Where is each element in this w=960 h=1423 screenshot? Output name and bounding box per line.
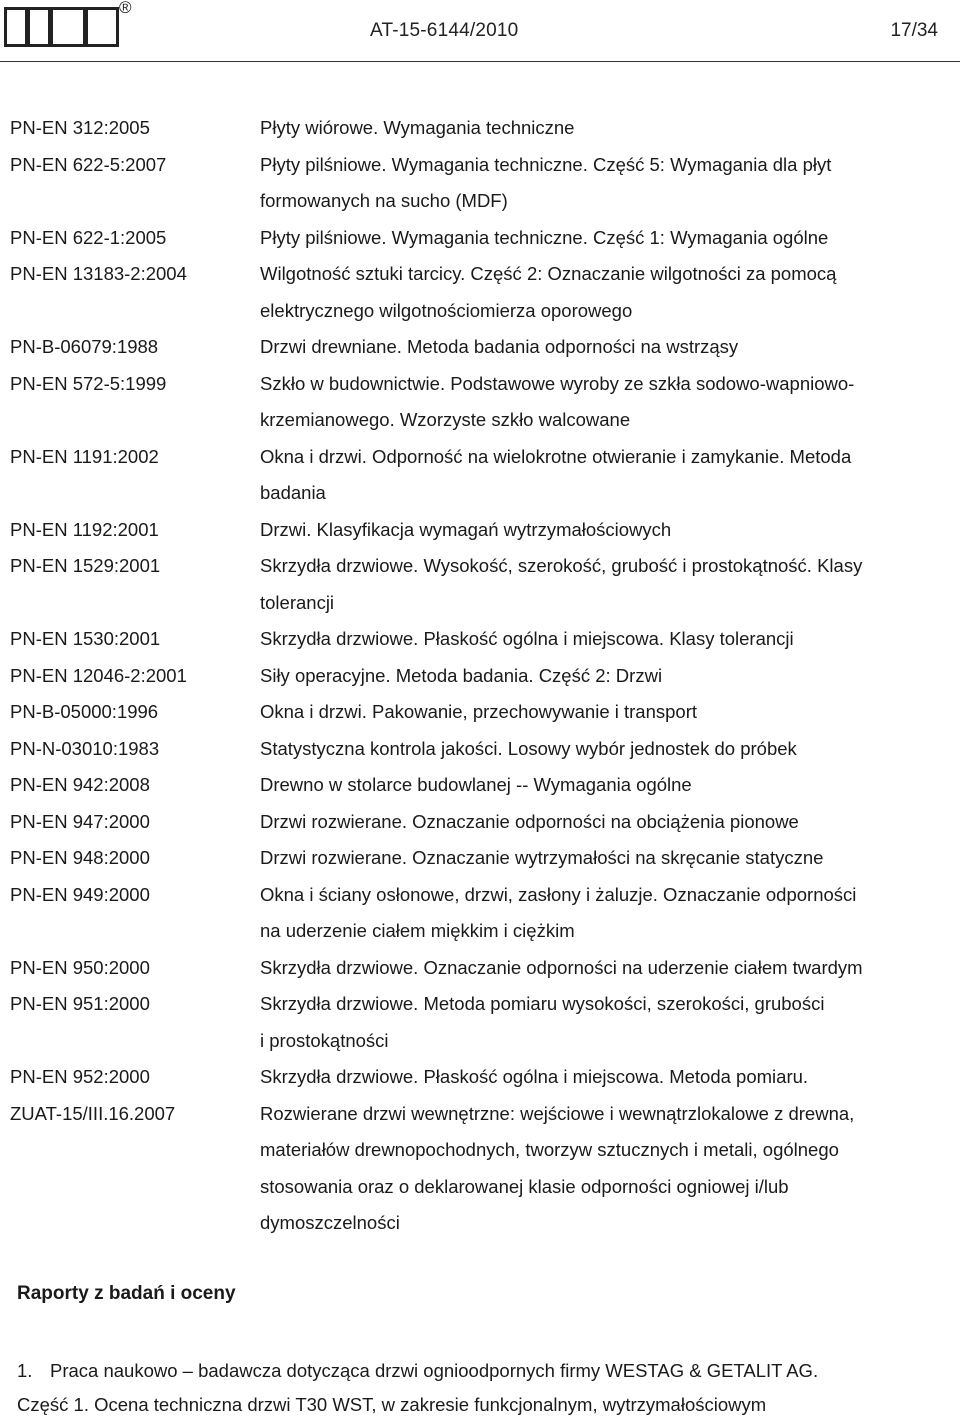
- reference-code: [10, 1023, 260, 1060]
- registered-mark: ®: [119, 0, 132, 17]
- document-id: AT-15-6144/2010: [370, 20, 519, 41]
- reference-title: Płyty pilśniowe. Wymagania techniczne. Część 5: Wymagania dla płyt: [260, 153, 832, 175]
- reference-code: PN-B-06079:1988: [10, 336, 159, 357]
- report-text-line: Praca naukowo – badawcza dotycząca drzwi ognioodpornych firmy WESTAG & GETALIT AG.: [50, 1360, 819, 1381]
- reference-title: Rozwierane drzwi wewnętrzne: wejściowe i wewnątrzlokalowe z drewna,: [260, 1102, 855, 1124]
- reference-code: PN-EN 942:2008: [10, 774, 150, 795]
- header-rule: [0, 61, 960, 62]
- reference-title: badania: [260, 482, 326, 503]
- reference-code: PN-EN 951:2000: [10, 993, 150, 1014]
- reference-row: [10, 1059, 960, 1096]
- reference-title: elektrycznego wilgotnościomierza oporowego: [260, 299, 633, 321]
- reference-list: [10, 110, 960, 1242]
- reference-title: tolerancji: [260, 591, 335, 613]
- page-header: [0, 0, 960, 62]
- reference-row: [10, 293, 960, 330]
- reference-code: PN-EN 1529:2001: [10, 555, 161, 576]
- reference-code: [10, 293, 260, 330]
- reference-code: PN-EN 13183-2:2004: [10, 263, 187, 284]
- reference-row: [10, 1169, 960, 1206]
- reference-title: Siły operacyjne. Metoda badania. Część 2: Drzwi: [260, 664, 663, 686]
- reference-title: Okna i ściany osłonowe, drzwi, zasłony i żaluzje. Oznaczanie odporności: [260, 883, 857, 905]
- reference-title: Statystyczna kontrola jakości. Losowy wybór jednostek do próbek: [260, 737, 797, 759]
- reference-title: i prostokątności: [260, 1029, 389, 1051]
- reference-row: [10, 621, 960, 658]
- reference-row: [10, 366, 960, 403]
- reference-row: [10, 1205, 960, 1242]
- reference-code: [10, 585, 260, 622]
- reference-title: Okna i drzwi. Pakowanie, przechowywanie i transport: [260, 701, 697, 722]
- reference-title: Drzwi. Klasyfikacja wymagań wytrzymałościowych: [260, 518, 672, 540]
- reference-row: [10, 658, 960, 695]
- reference-code: PN-EN 622-5:2007: [10, 153, 167, 175]
- reference-title: materiałów drewnopochodnych, tworzyw sztucznych i metali, ogólnego: [260, 1139, 839, 1160]
- reference-title: Skrzydła drzwiowe. Płaskość ogólna i miejscowa. Metoda pomiaru.: [260, 1066, 809, 1087]
- reference-row: [10, 512, 960, 549]
- reference-row: [10, 475, 960, 512]
- reference-title: Drzwi rozwierane. Oznaczanie odporności na obciążenia pionowe: [260, 810, 799, 832]
- reference-title: Skrzydła drzwiowe. Oznaczanie odporności na uderzenie ciałem twardym: [260, 956, 863, 978]
- reference-row: [10, 767, 960, 804]
- reference-code: [10, 475, 260, 512]
- reference-code: PN-EN 950:2000: [10, 956, 150, 978]
- section-title: Raporty z badań i oceny: [17, 1283, 236, 1304]
- reference-code: PN-EN 947:2000: [10, 810, 150, 832]
- reference-row: [10, 402, 960, 439]
- reference-row: [10, 548, 960, 585]
- reference-row: [10, 877, 960, 914]
- reference-code: PN-EN 312:2005: [10, 117, 150, 138]
- reference-title: Skrzydła drzwiowe. Wysokość, szerokość, grubość i prostokątność. Klasy: [260, 555, 863, 576]
- reference-title: Okna i drzwi. Odporność na wielokrotne otwieranie i zamykanie. Metoda: [260, 445, 852, 467]
- itb-logo: [4, 2, 122, 50]
- page-number: 17/34: [890, 20, 938, 41]
- report-number: 1.: [17, 1360, 33, 1381]
- reference-row: [10, 804, 960, 841]
- reference-title: Drewno w stolarce budowlanej -- Wymagania ogólne: [260, 774, 692, 795]
- reference-title: Szkło w budownictwie. Podstawowe wyroby ze szkła sodowo-wapniowo-: [260, 372, 855, 394]
- reference-title: Drzwi rozwierane. Oznaczanie wytrzymałości na skręcanie statyczne: [260, 847, 824, 868]
- reference-title: Skrzydła drzwiowe. Płaskość ogólna i miejscowa. Klasy tolerancji: [260, 628, 794, 649]
- reference-code: [10, 402, 260, 439]
- report-item: [17, 1354, 947, 1422]
- reference-row: [10, 913, 960, 950]
- reference-code: [10, 183, 260, 220]
- reference-row: [10, 1096, 960, 1133]
- reference-row: [10, 694, 960, 731]
- reference-row: [10, 256, 960, 293]
- reference-code: PN-B-05000:1996: [10, 701, 159, 722]
- reference-row: [10, 731, 960, 768]
- reference-row: [10, 585, 960, 622]
- reference-code: PN-EN 948:2000: [10, 847, 150, 868]
- reference-code: ZUAT-15/III.16.2007: [10, 1102, 176, 1124]
- reference-code: PN-EN 12046-2:2001: [10, 664, 187, 686]
- reference-code: PN-EN 572-5:1999: [10, 372, 167, 394]
- reference-row: [10, 1132, 960, 1169]
- reference-code: PN-EN 952:2000: [10, 1066, 150, 1087]
- reference-row: [10, 329, 960, 366]
- reference-code: PN-EN 1192:2001: [10, 518, 159, 540]
- reference-title: Skrzydła drzwiowe. Metoda pomiaru wysokości, szerokości, grubości: [260, 993, 825, 1014]
- reference-row: [10, 986, 960, 1023]
- reference-code: PN-EN 622-1:2005: [10, 226, 167, 248]
- reference-title: dymoszczelności: [260, 1212, 400, 1233]
- reference-row: [10, 1023, 960, 1060]
- reference-title: stosowania oraz o deklarowanej klasie odporności ogniowej i/lub: [260, 1175, 789, 1197]
- reference-title: krzemianowego. Wzorzyste szkło walcowane: [260, 409, 631, 430]
- reference-code: [10, 1169, 260, 1206]
- reference-title: Drzwi drewniane. Metoda badania odporności na wstrząsy: [260, 336, 739, 357]
- report-text-line: Część 1. Ocena techniczna drzwi T30 WST, w zakresie funkcjonalnym, wytrzymałościowym: [17, 1394, 767, 1415]
- reference-row: [10, 183, 960, 220]
- reference-row: [10, 220, 960, 257]
- reference-code: PN-EN 949:2000: [10, 883, 150, 905]
- reference-row: [10, 840, 960, 877]
- reference-code: [10, 913, 260, 950]
- reference-title: na uderzenie ciałem miękkim i ciężkim: [260, 920, 575, 941]
- reference-code: PN-EN 1191:2002: [10, 445, 159, 467]
- reference-title: Wilgotność sztuki tarcicy. Część 2: Oznaczanie wilgotności za pomocą: [260, 263, 837, 284]
- reference-title: Płyty pilśniowe. Wymagania techniczne. Część 1: Wymagania ogólne: [260, 226, 829, 248]
- reference-row: [10, 439, 960, 476]
- reference-code: PN-EN 1530:2001: [10, 628, 161, 649]
- reference-code: [10, 1205, 260, 1242]
- reference-row: [10, 950, 960, 987]
- reference-code: PN-N-03010:1983: [10, 737, 160, 759]
- reference-row: [10, 110, 960, 147]
- reference-title: formowanych na sucho (MDF): [260, 190, 508, 211]
- reference-code: [10, 1132, 260, 1169]
- reference-title: Płyty wiórowe. Wymagania techniczne: [260, 117, 575, 138]
- reference-row: [10, 147, 960, 184]
